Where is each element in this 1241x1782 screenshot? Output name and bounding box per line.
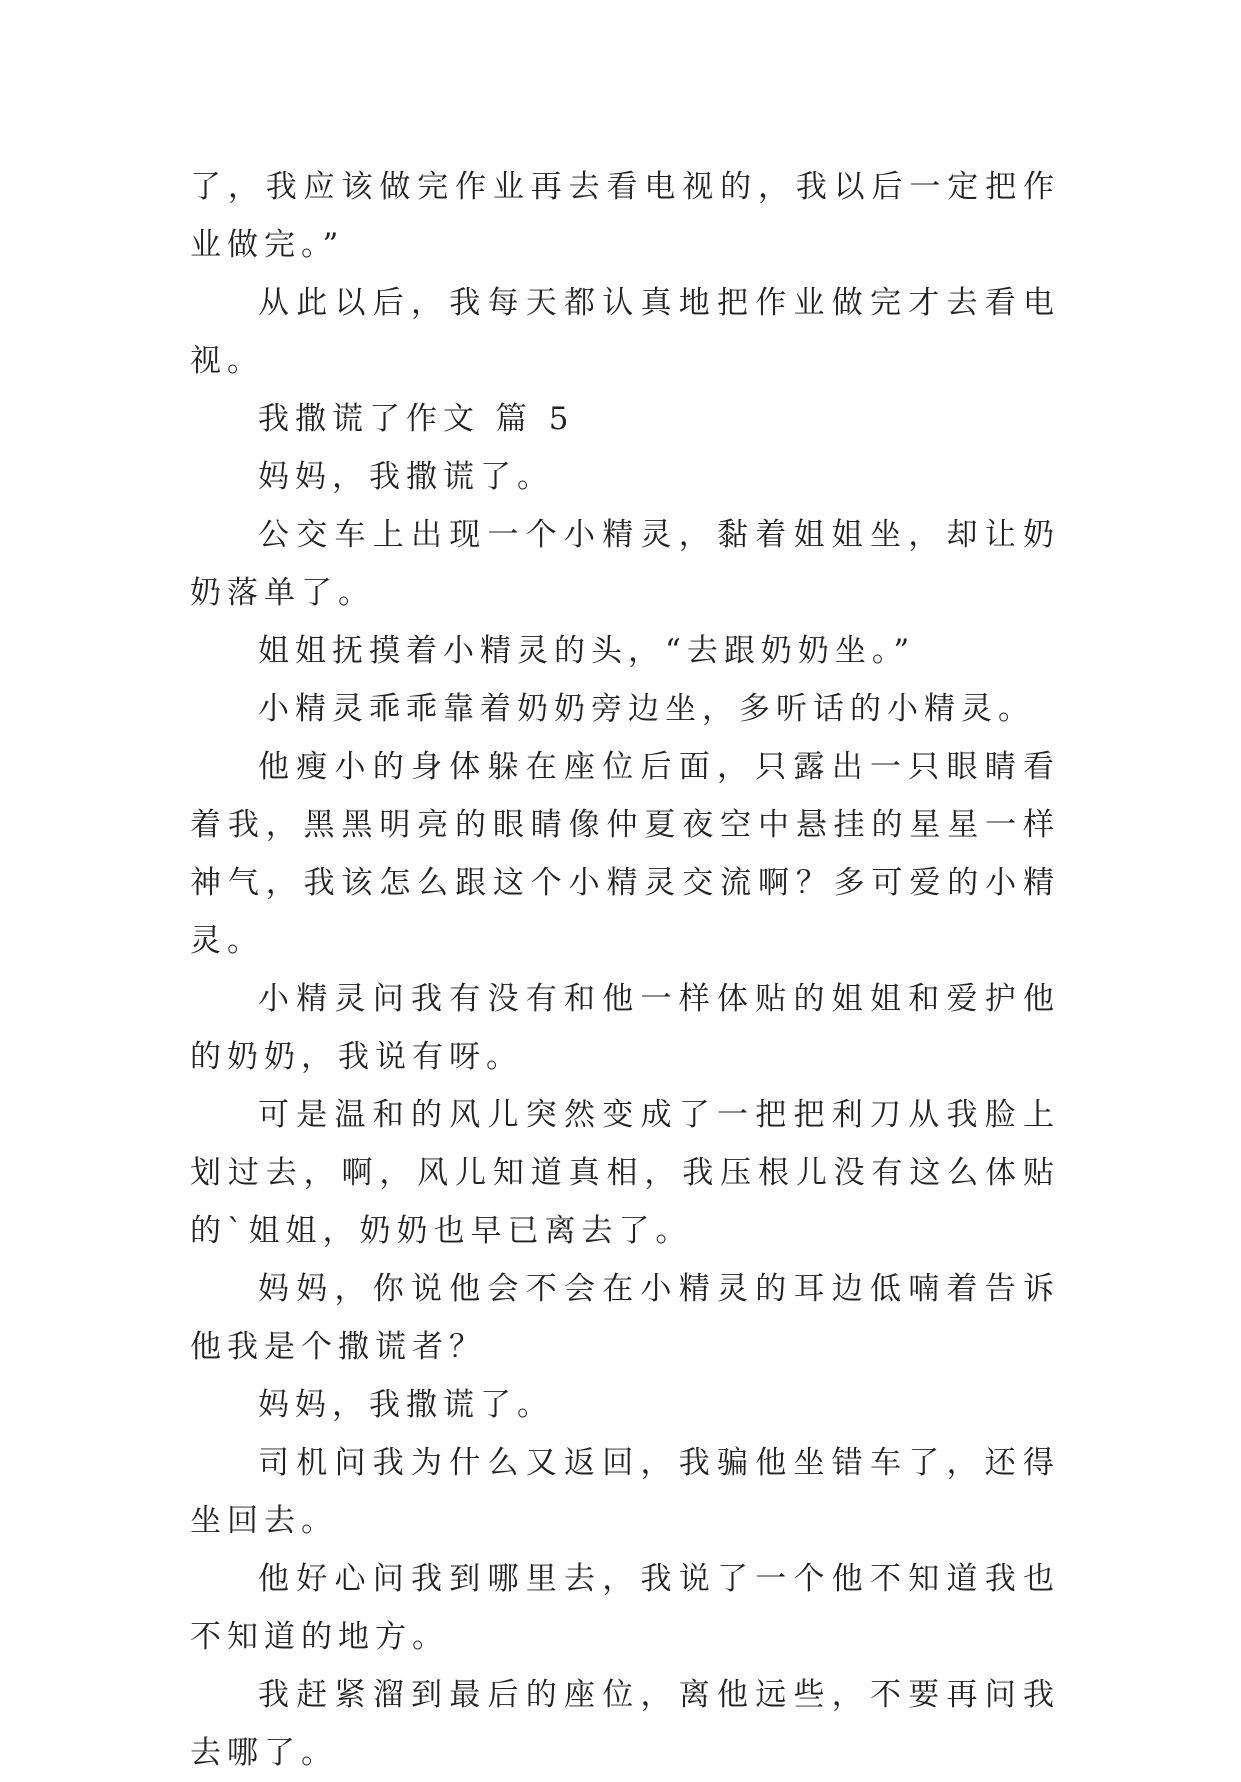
paragraph-1: 了，我应该做完作业再去看电视的，我以后一定把作业做完。” (190, 169, 1060, 263)
paragraph-2: 从此以后，我每天都认真地把作业做完才去看电视。 (190, 285, 1060, 379)
section-heading: 我撒谎了作文 篇 5 (258, 401, 575, 437)
paragraph-13: 司机问我为什么又返回，我骗他坐错车了，还得坐回去。 (190, 1445, 1060, 1539)
paragraph-11: 妈妈，你说他会不会在小精灵的耳边低喃着告诉他我是个撒谎者？ (190, 1271, 1060, 1365)
paragraph-10: 可是温和的风儿突然变成了一把把利刀从我脸上划过去，啊，风儿知道真相，我压根儿没有这么体贴的`姐姐，奶奶也早已离去了。 (190, 1097, 1060, 1249)
paragraph-5: 公交车上出现一个小精灵，黏着姐姐坐，却让奶奶落单了。 (190, 517, 1060, 611)
paragraph-9: 小精灵问我有没有和他一样体贴的姐姐和爱护他的奶奶，我说有呀。 (190, 981, 1060, 1075)
paragraph-8: 他瘦小的身体躲在座位后面，只露出一只眼睛看着我，黑黑明亮的眼睛像仲夏夜空中悬挂的星星一样神气，我该怎么跟这个小精灵交流啊？多可爱的小精灵。 (190, 749, 1060, 959)
document-body (190, 158, 1060, 1782)
paragraph-6: 姐姐抚摸着小精灵的头，“去跟奶奶坐。” (258, 633, 916, 669)
paragraph-14: 他好心问我到哪里去，我说了一个他不知道我也不知道的地方。 (190, 1561, 1060, 1655)
paragraph-12: 妈妈，我撒谎了。 (258, 1387, 554, 1423)
paragraph-4: 妈妈，我撒谎了。 (258, 459, 554, 495)
paragraph-15: 我赶紧溜到最后的座位，离他远些，不要再问我去哪了。 (190, 1677, 1060, 1771)
paragraph-7: 小精灵乖乖靠着奶奶旁边坐，多听话的小精灵。 (258, 691, 1035, 727)
